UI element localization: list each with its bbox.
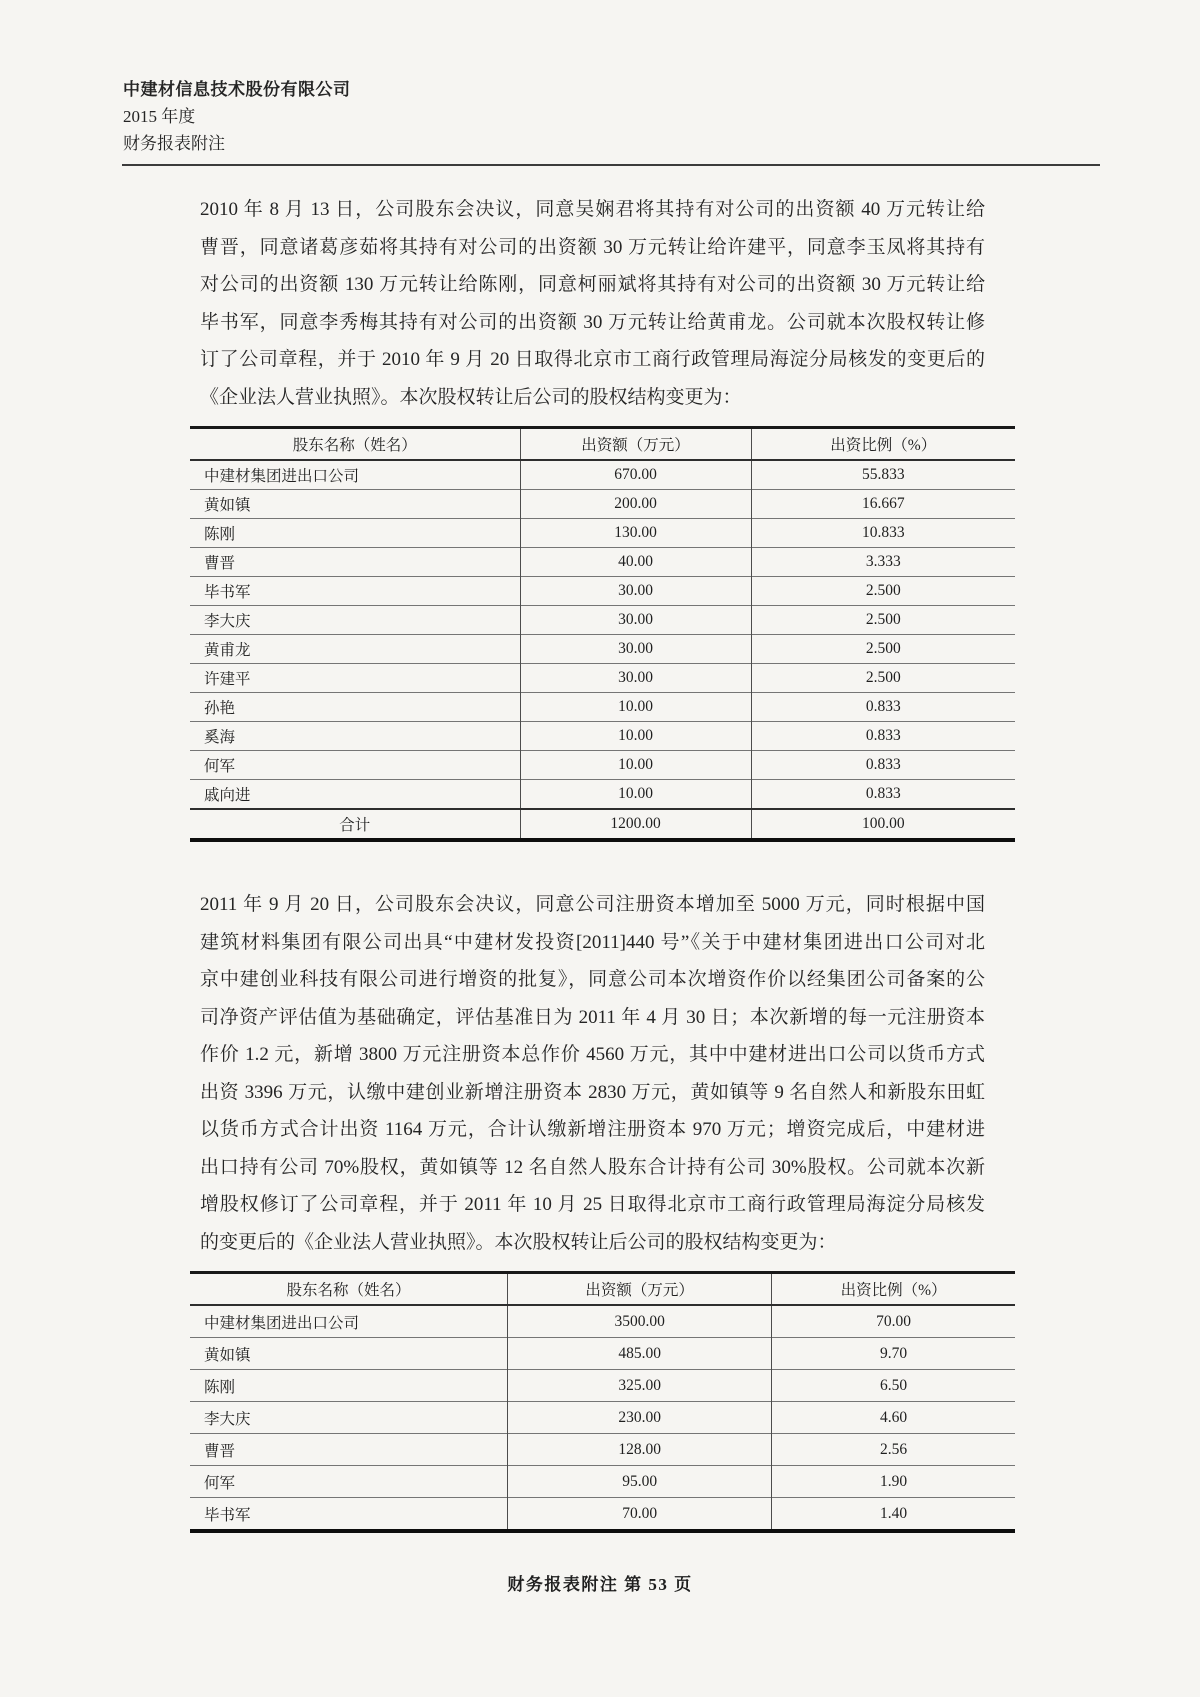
ratio-cell: 4.60 [772,1402,1015,1434]
table-header-row [190,428,1015,461]
ratio-cell: 10.833 [751,519,1015,548]
paragraph-line: 出资 3396 万元，认缴中建创业新增注册资本 2830 万元，黄如镇等 9 名自然人和新股东田虹 [200,1081,985,1103]
paragraph-line: 对公司的出资额 130 万元转让给陈刚，同意柯丽斌将其持有对公司的出资额 30 万元转让给 [200,274,985,295]
shareholder-name-cell: 陈刚 [190,519,520,548]
amount-cell: 70.00 [508,1498,772,1532]
paragraph-2011-capital-increase [200,886,985,1261]
ratio-cell: 3.333 [751,548,1015,577]
amount-cell: 485.00 [508,1338,772,1370]
column-header: 股东名称（姓名） [190,1273,508,1306]
document-title: 财务报表附注 [123,134,225,153]
shareholder-name-cell: 孙艳 [190,693,520,722]
total-label-cell: 合计 [190,809,520,840]
amount-cell: 30.00 [520,664,751,693]
shareholder-name-cell: 曹晋 [190,548,520,577]
table-row [190,519,1015,548]
ratio-cell: 2.500 [751,577,1015,606]
amount-cell: 230.00 [508,1402,772,1434]
table-row [190,577,1015,606]
table-row [190,1466,1015,1498]
shareholder-name-cell: 陈刚 [190,1370,508,1402]
shareholder-name-cell: 李大庆 [190,1402,508,1434]
shareholder-name-cell: 黄如镇 [190,1338,508,1370]
paragraph-line: 出口持有公司 70%股权，黄如镇等 12 名自然人股东合计持有公司 30%股权。公司就本次新 [200,1156,985,1178]
ratio-cell: 16.667 [751,490,1015,519]
paragraph-line: 以货币方式合计出资 1164 万元，合计认缴新增注册资本 970 万元；增资完成后，中建材进 [200,1119,985,1140]
table-row [190,606,1015,635]
table-row [190,780,1015,810]
column-header: 出资比例（%） [751,428,1015,461]
ratio-cell: 70.00 [772,1305,1015,1338]
ratio-cell: 0.833 [751,751,1015,780]
amount-cell: 128.00 [508,1434,772,1466]
paragraph-line: 京中建创业科技有限公司进行增资的批复》，同意公司本次增资作价以经集团公司备案的公 [200,969,985,990]
amount-cell: 3500.00 [508,1305,772,1338]
header-divider [122,164,1100,166]
amount-cell: 1200.00 [520,809,751,840]
shareholder-name-cell: 中建材集团进出口公司 [204,468,360,485]
ratio-cell: 1.40 [772,1498,1015,1532]
amount-cell: 10.00 [520,722,751,751]
ratio-cell: 0.833 [751,693,1015,722]
paragraph-line: 2011 年 9 月 20 日，公司股东会决议，同意公司注册资本增加至 5000 万元，同时根据中国 [200,894,985,915]
column-header: 出资额（万元） [520,428,751,461]
report-year: 2015 年度 [123,107,196,126]
total-row [190,809,1015,840]
table-row [190,1498,1015,1532]
page-footer: 财务报表附注 第 53 页 [507,1575,693,1594]
ratio-cell: 2.56 [772,1434,1015,1466]
shareholder-name-cell: 奚海 [190,722,520,751]
table-row [190,1338,1015,1370]
paragraph-line: 作价 1.2 元，新增 3800 万元注册资本总作价 4560 万元，其中中建材进出口公司以货币方式 [200,1044,985,1065]
ratio-cell: 2.500 [751,635,1015,664]
ratio-cell: 6.50 [772,1370,1015,1402]
amount-cell: 30.00 [520,635,751,664]
shareholder-name-cell: 曹晋 [190,1434,508,1466]
amount-cell: 40.00 [520,548,751,577]
shareholding-table-2011 [190,1271,1015,1533]
shareholder-name-cell: 戚向进 [190,780,520,810]
paragraph-line: 增股权修订了公司章程，并于 2011 年 10 月 25 日取得北京市工商行政管理局海淀分局核发 [200,1194,985,1215]
amount-cell: 10.00 [520,780,751,810]
table-row [190,1305,1015,1338]
shareholder-name-cell: 李大庆 [190,606,520,635]
paragraph-line: 2010 年 8 月 13 日，公司股东会决议，同意吴娴君将其持有对公司的出资额 40 万元转让给 [200,199,985,220]
table-row [190,751,1015,780]
amount-cell: 30.00 [520,577,751,606]
shareholding-table-2010 [190,426,1015,842]
column-header: 出资比例（%） [772,1273,1015,1306]
ratio-cell: 2.500 [751,606,1015,635]
table-row [190,490,1015,519]
amount-cell: 10.00 [520,751,751,780]
table-row [190,722,1015,751]
table-row [190,548,1015,577]
table-row [190,664,1015,693]
paragraph-line: 曹晋，同意诸葛彦茹将其持有对公司的出资额 30 万元转让给许建平，同意李玉凤将其持有 [200,236,985,258]
paragraph-line: 建筑材料集团有限公司出具“中建材发投资[2011]440 号”《关于中建材集团进出口公司对北 [200,931,985,953]
paragraph-2010-share-transfer [200,191,985,416]
amount-cell: 325.00 [508,1370,772,1402]
shareholder-name-cell: 黄甫龙 [190,635,520,664]
amount-cell: 30.00 [520,606,751,635]
paragraph-line: 毕书军，同意李秀梅其持有对公司的出资额 30 万元转让给黄甫龙。公司就本次股权转让修 [200,311,985,333]
paragraph-line: 的变更后的《企业法人营业执照》。本次股权转让后公司的股权结构变更为： [200,1231,837,1253]
amount-cell: 130.00 [520,519,751,548]
amount-cell: 10.00 [520,693,751,722]
shareholder-name-cell: 许建平 [190,664,520,693]
column-header: 股东名称（姓名） [190,428,520,461]
ratio-cell: 2.500 [751,664,1015,693]
table-row [190,460,1015,490]
ratio-cell: 55.833 [751,460,1015,490]
shareholder-name-cell: 中建材集团进出口公司 [204,1314,360,1332]
ratio-cell: 0.833 [751,722,1015,751]
column-header: 出资额（万元） [508,1273,772,1306]
amount-cell: 95.00 [508,1466,772,1498]
paragraph-line: 订了公司章程，并于 2010 年 9 月 20 日取得北京市工商行政管理局海淀分局核发的变更后的 [200,349,985,370]
shareholder-name-cell: 黄如镇 [190,490,520,519]
table-row [190,1402,1015,1434]
amount-cell: 200.00 [520,490,751,519]
shareholder-name-cell: 毕书军 [190,1498,508,1532]
ratio-cell: 1.90 [772,1466,1015,1498]
table-row [190,693,1015,722]
paragraph-line: 《企业法人营业执照》。本次股权转让后公司的股权结构变更为： [200,386,742,408]
table-row [190,1434,1015,1466]
paragraph-line: 司净资产评估值为基础确定，评估基准日为 2011 年 4 月 30 日；本次新增的每一元注册资本 [200,1006,985,1028]
shareholder-name-cell: 毕书军 [190,577,520,606]
shareholder-name-cell: 何军 [190,1466,508,1498]
table-header-row [190,1273,1015,1306]
table-row [190,1370,1015,1402]
ratio-cell: 0.833 [751,780,1015,810]
table-row [190,635,1015,664]
shareholder-name-cell: 何军 [190,751,520,780]
amount-cell: 670.00 [520,460,751,490]
document-header [123,0,1200,157]
company-name: 中建材信息技术股份有限公司 [123,80,351,99]
ratio-cell: 9.70 [772,1338,1015,1370]
ratio-cell: 100.00 [751,809,1015,840]
